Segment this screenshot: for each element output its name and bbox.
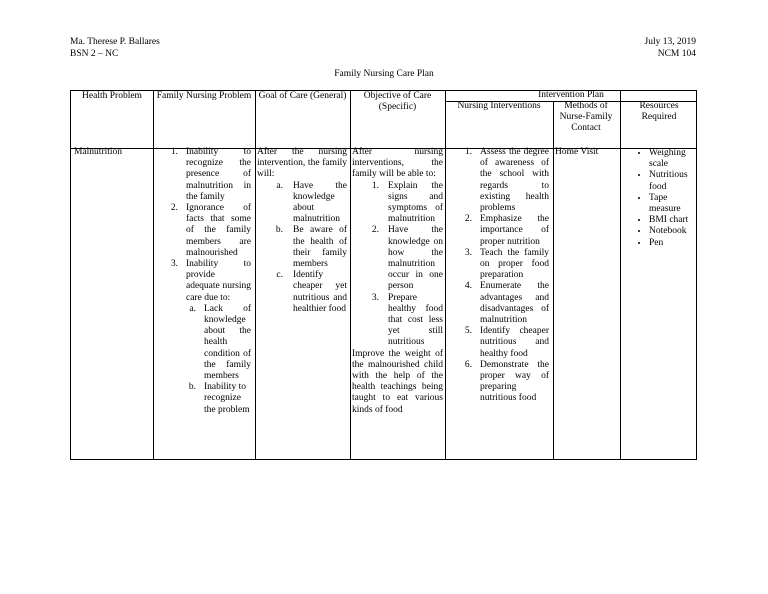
student-name: Ma. Therese P. Ballares	[70, 37, 160, 47]
list-item: • Notebook	[649, 226, 695, 237]
student-info	[70, 37, 160, 60]
header-objective-of-care: Objective of Care (Specific)	[363, 91, 432, 113]
header-goal-of-care: Goal of Care (General)	[258, 91, 347, 101]
list-item: 6. Demonstrate the proper way of preparing nutritious food	[464, 359, 549, 404]
header-nursing-interventions: Nursing Interventions	[457, 101, 541, 111]
header-intervention-plan: Intervention Plan	[538, 90, 604, 100]
list-item: 2. Emphasize the importance of proper nutrition	[464, 214, 549, 247]
list-item: 1. Explain the signs and symptoms of malnutrition	[371, 180, 443, 225]
list-item: 5. Identify cheaper nutritious and healthy food	[464, 326, 549, 359]
list-item: • Nutritious food	[649, 170, 695, 192]
list-item: 4. Enumerate the advantages and disadvantages of malnutrition	[464, 281, 549, 326]
list-item: c. Identify cheaper yet nutritious and healthier food	[276, 270, 347, 314]
nursing-interventions-cell	[448, 147, 549, 405]
header-methods-of-contact: Methods of Nurse-Family Contact	[559, 101, 613, 134]
list-item: 3. Inability to provide adequate nursing care due to: a. Lack of knowledge about the health condition of the family members b. Inability to recognize the problem	[155, 259, 251, 416]
list-item: • Weighing scale	[649, 148, 695, 170]
list-item: 3. Teach the family on proper food preparation	[464, 247, 549, 281]
list-item: a. Have the knowledge about malnutrition	[276, 180, 347, 225]
list-item: 1. Assess the degree of awareness of the school with regards to existing health problems	[464, 147, 549, 214]
header-resources-required: Resources Required	[639, 101, 679, 123]
resources-cell	[627, 148, 695, 249]
list-item: 2. Have the knowledge on how the malnutrition occur in one person	[371, 225, 443, 292]
methods-of-contact-cell: Home Visit	[555, 147, 599, 157]
date-course-info	[645, 37, 696, 60]
goal-intro: After the nursing intervention, the family will:	[257, 147, 347, 180]
document-date: July 13, 2019	[644, 37, 696, 47]
care-plan-table	[70, 90, 697, 460]
list-item: • Pen	[649, 238, 695, 249]
list-item: • Tape measure	[649, 193, 695, 215]
objective-of-care-cell	[352, 147, 443, 416]
objective-intro: After nursing interventions, the family will be able to:	[352, 147, 443, 180]
list-item: b. Be aware of the health of their family members	[275, 225, 347, 270]
goal-of-care-cell	[257, 147, 347, 315]
header-health-problem: Health Problem	[82, 91, 142, 101]
health-problem-cell: Malnutrition	[74, 147, 123, 157]
family-nursing-problem-cell	[155, 147, 251, 416]
list-item: a. Lack of knowledge about the health condition of the family members	[189, 303, 251, 382]
list-item: 2. Ignorance of facts that some of the family members are malnourished	[170, 203, 251, 258]
header-family-nursing-problem: Family Nursing Problem	[156, 91, 252, 101]
student-section: BSN 2 – NC	[70, 48, 119, 59]
course-code: NCM 104	[657, 48, 696, 59]
objective-closing: Improve the weight of the malnourished child with the help of the health teachings being taught to eat various kinds of food	[352, 348, 443, 415]
list-item: 3. Prepare healthy food that cost less yet still nutritious	[371, 292, 443, 348]
list-item: • BMI chart	[649, 215, 695, 226]
list-item: b. Inability to recognize the problem	[188, 382, 250, 415]
list-item: 1. Inability to recognize the presence of malnutrition in the family	[170, 147, 251, 202]
page-title: Family Nursing Care Plan	[334, 69, 434, 79]
